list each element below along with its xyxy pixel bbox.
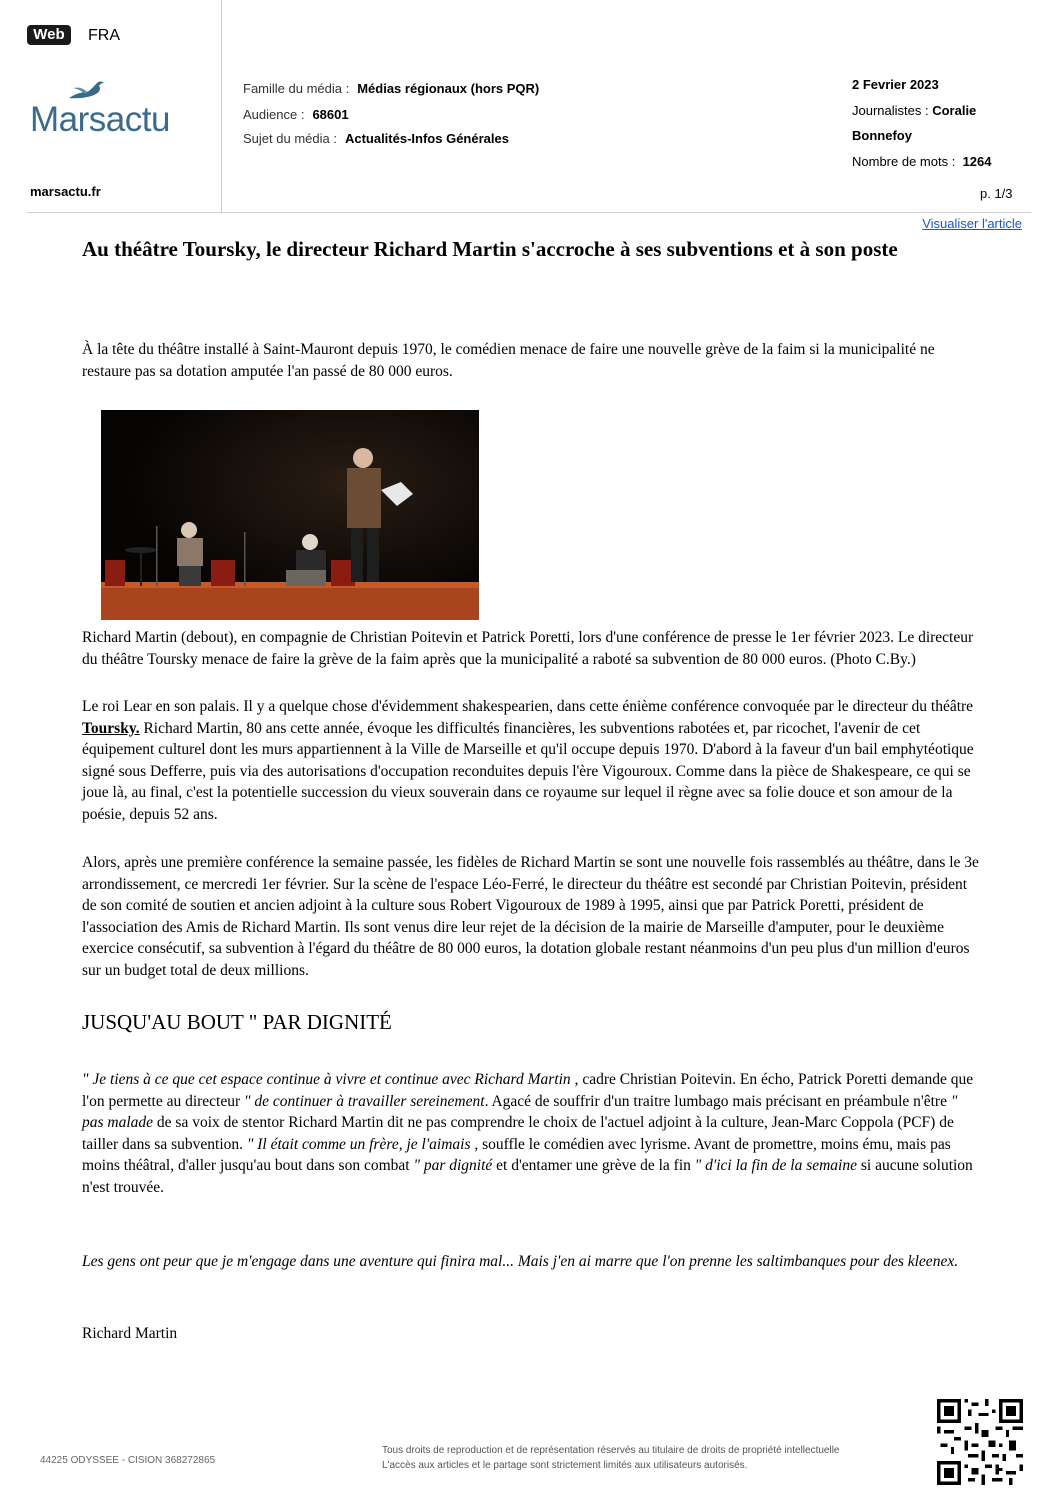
text-fragment-4: , souffle le comédien avec lyrisme. Avant de promettre, moins ému, mais pas moins théâtral, d'aller jusqu'au bout dans son combat xyxy=(82,1135,951,1174)
paragraph-1-text-b: Richard Martin, 80 ans cette année, évoque les difficultés financières, les subventions rabotées et, par ricochet, l'avenir de cet équipement culturel dont les murs appartiennent à la Ville de Marseille et qu'il occupe depuis 1970. D'abord à la faveur d'un bail emphytéotique signé sous Defferre, puis via des autorisations d'occupation reconduites depuis l'ère Vigouroux. Comme dans la pièce de Shakespeare, ce qui se joue là, au final, c'est la potentielle succession du vieux souverain dans ce royaume sur lequel il règne avec sa folie douce et son amour de la poésie, depuis 52 ans. xyxy=(82,719,974,823)
text-fragment-6: si aucune solution n'est trouvée. xyxy=(82,1157,973,1196)
footer-rights xyxy=(382,1443,840,1473)
meta-sujet-value: Actualités-Infos Générales xyxy=(344,131,509,146)
article-title: Au théâtre Toursky, le directeur Richard Martin s'accroche à ses subventions et à son poste xyxy=(82,237,898,261)
logo-wordmark: Marsactu xyxy=(30,100,170,139)
quote-author: Richard Martin xyxy=(82,1325,178,1342)
meta-sujet-label: Sujet du média : xyxy=(243,131,337,146)
photo-caption: Richard Martin (debout), en compagnie de Christian Poitevin et Patrick Poretti, lors d'une conférence de presse le 1er février 2023. Le directeur du théâtre Toursky menace de faire la grève de la faim après que la municipalité a raboté sa subvention de 80 000 euros. (Photo C.By.) xyxy=(82,629,974,668)
seagull-icon xyxy=(67,78,109,102)
quote-fragment-1: " Je tiens à ce que cet espace continue à vivre et continue avec Richard Martin xyxy=(82,1071,571,1088)
quote-fragment-3: " pas malade xyxy=(82,1092,958,1131)
header-divider-horizontal xyxy=(27,212,1031,213)
meta-famille xyxy=(243,81,539,96)
meta-famille-label: Famille du média : xyxy=(243,81,350,96)
language-code: FRA xyxy=(88,27,120,44)
footer-rights-line-2: L'accès aux articles et le partage sont strictement limités aux utilisateurs autorisés. xyxy=(382,1460,748,1471)
stage-photo-illustration xyxy=(101,410,479,620)
pull-quote: Les gens ont peur que je m'engage dans une aventure qui finira mal... Mais j'en ai marre que l'on prenne les saltimbanques pour des kleenex. xyxy=(82,1253,959,1270)
text-fragment-5: et d'entamer une grève de la fin xyxy=(492,1157,695,1174)
toursky-link[interactable]: Toursky. xyxy=(82,719,140,737)
meta-journalistes-label: Journalistes : xyxy=(852,102,929,118)
meta-mots xyxy=(852,149,1022,175)
quote-fragment-6: " d'ici la fin de la semaine xyxy=(694,1157,857,1174)
article-photo xyxy=(101,410,479,620)
paragraph-2: Alors, après une première conférence la semaine passée, les fidèles de Richard Martin se sont une nouvelle fois rassemblés au théâtre, dans le 3e arrondissement, ce mercredi 1er février. Sur la scène de l'espace Léo-Ferré, le directeur du théâtre est secondé par Christian Poitevin, président de son comité de soutien et ancien adjoint à la culture sous Robert Vigouroux de 1989 à 1995, ainsi que par Patrick Poretti, président de l'association des Amis de Richard Martin. Ils sont venus dire leur rejet de la décision de la mairie de Marseille d'amputer, pour le deuxième exercice consécutif, sa subvention à l'égard du théâtre de 80 000 euros, la dotation globale restant néanmoins d'un peu plus d'un million d'euros sur un budget total de deux millions. xyxy=(82,854,979,979)
footer-reference: 44225 ODYSSEE - CISION 368272865 xyxy=(40,1455,216,1466)
view-article-link[interactable]: Visualiser l'article xyxy=(922,216,1022,231)
meta-mots-label: Nombre de mots : xyxy=(852,153,956,169)
meta-right-column xyxy=(852,72,1022,174)
meta-audience-value: 68601 xyxy=(312,107,349,122)
paragraph-1 xyxy=(82,696,982,825)
meta-famille-value: Médias régionaux (hors PQR) xyxy=(357,81,540,96)
meta-journalistes-value-2: Bonnefoy xyxy=(852,128,912,143)
site-domain: marsactu.fr xyxy=(30,184,101,199)
quote-fragment-5: " par dignité xyxy=(413,1157,493,1174)
qr-code-icon xyxy=(937,1399,1023,1485)
page-number: p. 1/3 xyxy=(980,186,1013,201)
meta-journalistes-value: Coralie xyxy=(932,102,977,118)
footer-rights-line-1: Tous droits de reproduction et de représentation réservés au titulaire de droits de propriété intellectuelle xyxy=(382,1445,840,1456)
publication-date: 2 Fevrier 2023 xyxy=(852,77,939,92)
section-heading: JUSQU'AU BOUT " PAR DIGNITÉ xyxy=(82,1010,392,1034)
marsactu-logo xyxy=(30,78,200,148)
web-badge: Web xyxy=(27,25,71,45)
text-fragment-2: . Agacé de souffrir d'un traitre lumbago mais précisant en préambule n'être xyxy=(484,1092,951,1110)
header-divider-vertical xyxy=(221,0,222,212)
article-lead: À la tête du théâtre installé à Saint-Mauront depuis 1970, le comédien menace de faire une nouvelle grève de la faim si la municipalité ne restaure pas sa dotation amputée l'an passé de 80 000 euros. xyxy=(82,341,935,380)
paragraph-3 xyxy=(82,1069,982,1198)
quote-fragment-4: " Il était comme un frère, je l'aimais xyxy=(246,1135,471,1153)
meta-sujet xyxy=(243,131,509,146)
meta-journalistes xyxy=(852,98,1022,124)
meta-audience xyxy=(243,107,349,122)
meta-mots-value: 1264 xyxy=(962,153,992,169)
paragraph-1-text-a: Le roi Lear en son palais. Il y a quelque chose d'évidemment shakespearien, dans cette énième conférence convoquée par le directeur du théâtre xyxy=(82,698,974,715)
meta-audience-label: Audience : xyxy=(243,107,305,122)
quote-fragment-2: " de continuer à travailler sereinement xyxy=(244,1092,485,1110)
text-fragment-3: de sa voix de stentor Richard Martin dit ne pas comprendre le choix de l'actuel adjoint à la culture, Jean-Marc Coppola (PCF) de tailler dans sa subvention. xyxy=(82,1114,954,1153)
text-fragment-1: , cadre Christian Poitevin. En écho, Patrick Poretti demande que l'on permette au directeur xyxy=(82,1071,974,1110)
